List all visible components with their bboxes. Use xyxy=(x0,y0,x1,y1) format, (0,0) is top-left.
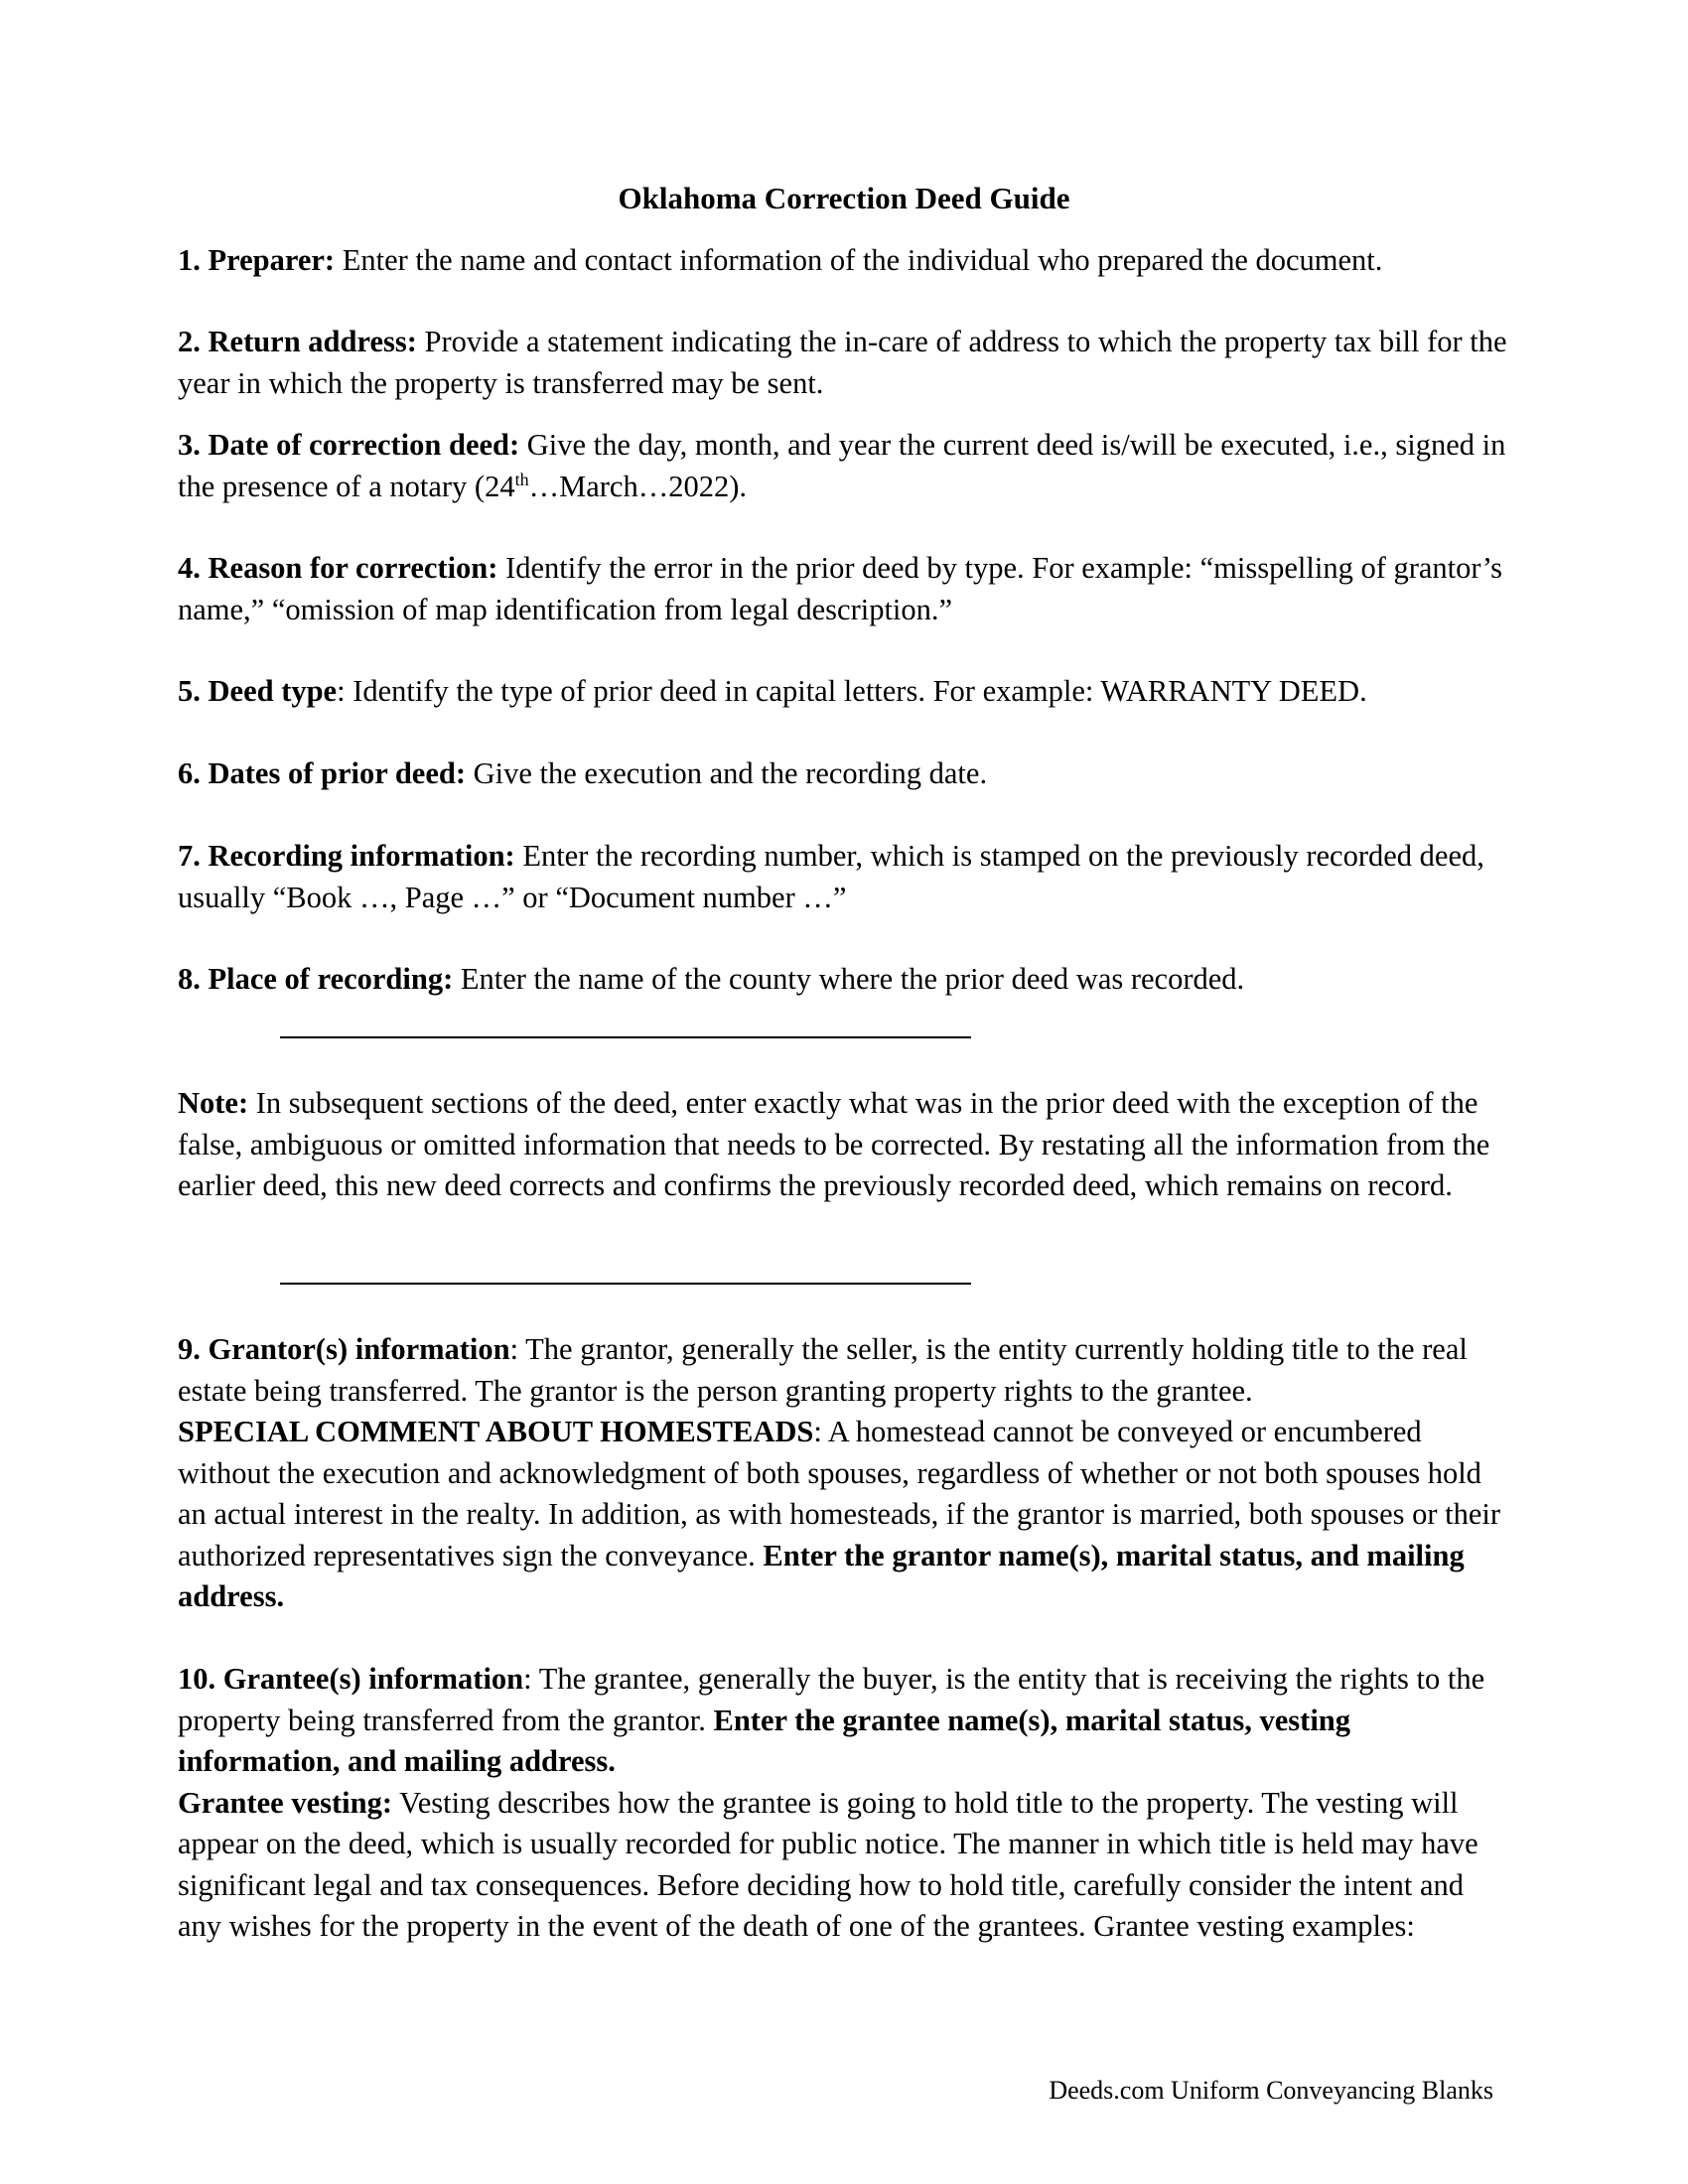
item-label: 7. Recording information: xyxy=(178,839,515,873)
item-label: 2. Return address: xyxy=(178,325,417,358)
grantor-paragraph xyxy=(178,1329,1508,1618)
homestead-comment-text: : A homestead cannot be conveyed or encumbered without the execution and acknowledgment of both spouses, regardless of whether or not both spouses hold an actual interest in the realty. In addition, as with homesteads, if the grantor is married, both spouses or their authorized representatives sign the conveyance. xyxy=(178,1415,1501,1572)
item-label: 4. Reason for correction: xyxy=(178,551,498,585)
item-text: Enter the recording number, which is stamped on the previously recorded deed, usually “Book …, Page …” or “Document number …” xyxy=(178,839,1484,914)
grantee-instruction: Enter the grantee name(s), marital status, vesting information, and mailing address. xyxy=(178,1703,1351,1778)
item-deed-type xyxy=(178,671,1508,713)
item-place-of-recording xyxy=(178,959,1508,1001)
item-text: Identify the error in the prior deed by type. For example: “misspelling of grantor’s name,” “omission of map identification from legal description.” xyxy=(178,551,1503,626)
item-label: 6. Dates of prior deed: xyxy=(178,756,466,790)
separator-line xyxy=(280,1283,971,1285)
grantee-text: : The grantee, generally the buyer, is the entity that is receiving the rights to the property being transferred from the grantor. xyxy=(178,1662,1485,1737)
grantor-text: : The grantor, generally the seller, is the entity currently holding title to the real estate being transferred. The grantor is the person granting property rights to the grantee. xyxy=(178,1332,1468,1408)
item-text: : Identify the type of prior deed in capital letters. For example: WARRANTY DEED. xyxy=(337,674,1367,708)
item-text: Provide a statement indicating the in-care of address to which the property tax bill for the year in which the property is transferred may be sent. xyxy=(178,325,1507,400)
item-preparer xyxy=(178,240,1508,282)
separator-line xyxy=(280,1036,971,1038)
note-text: In subsequent sections of the deed, enter exactly what was in the prior deed with the exception of the false, ambiguous or omitted information that needs to be corrected. By restating all the information from the earlier deed, this new deed corrects and confirms the previously recorded deed, which remains on record. xyxy=(178,1086,1490,1202)
item-reason-for-correction xyxy=(178,548,1508,630)
page-footer: Deeds.com Uniform Conveyancing Blanks xyxy=(1049,2076,1493,2105)
item-text: Give the day, month, and year the current deed is/will be executed, i.e., signed in the presence of a notary (24 xyxy=(178,428,1506,503)
item-text-after: …March…2022). xyxy=(528,469,747,503)
item-return-address xyxy=(178,322,1508,404)
grantor-instruction: Enter the grantor name(s), marital status, and mailing address. xyxy=(178,1538,1465,1613)
item-label: 1. Preparer: xyxy=(178,243,336,277)
note-label: Note: xyxy=(178,1086,249,1120)
note-paragraph xyxy=(178,1083,1508,1207)
item-text: Enter the name of the county where the prior deed was recorded. xyxy=(453,962,1245,996)
document-title: Oklahoma Correction Deed Guide xyxy=(618,181,1070,215)
item-date-of-correction-deed xyxy=(178,425,1508,507)
grantee-vesting-label: Grantee vesting: xyxy=(178,1785,392,1820)
item-text: Give the execution and the recording date. xyxy=(466,756,988,790)
grantee-vesting-text: Vesting describes how the grantee is going to hold title to the property. The vesting will appear on the deed, which is usually recorded for public notice. The manner in which title is held may have significant legal and tax consequences. Before deciding how to hold title, carefully consider the intent and any wishes for the property in the event of the death of one of the grantees. Grantee vesting examples: xyxy=(178,1785,1478,1943)
item-text: Enter the name and contact information of the individual who prepared the document. xyxy=(335,243,1383,277)
item-label: 5. Deed type xyxy=(178,674,338,708)
item-dates-of-prior-deed xyxy=(178,753,1508,795)
item-recording-information xyxy=(178,836,1508,918)
grantee-paragraph xyxy=(178,1659,1508,1948)
ordinal-suffix: th xyxy=(514,469,529,489)
item-label: 8. Place of recording: xyxy=(178,962,454,996)
homestead-comment-label: SPECIAL COMMENT ABOUT HOMESTEADS xyxy=(178,1415,814,1448)
grantee-label: 10. Grantee(s) information xyxy=(178,1662,524,1696)
item-label: 3. Date of correction deed: xyxy=(178,428,520,462)
grantor-label: 9. Grantor(s) information xyxy=(178,1332,510,1366)
